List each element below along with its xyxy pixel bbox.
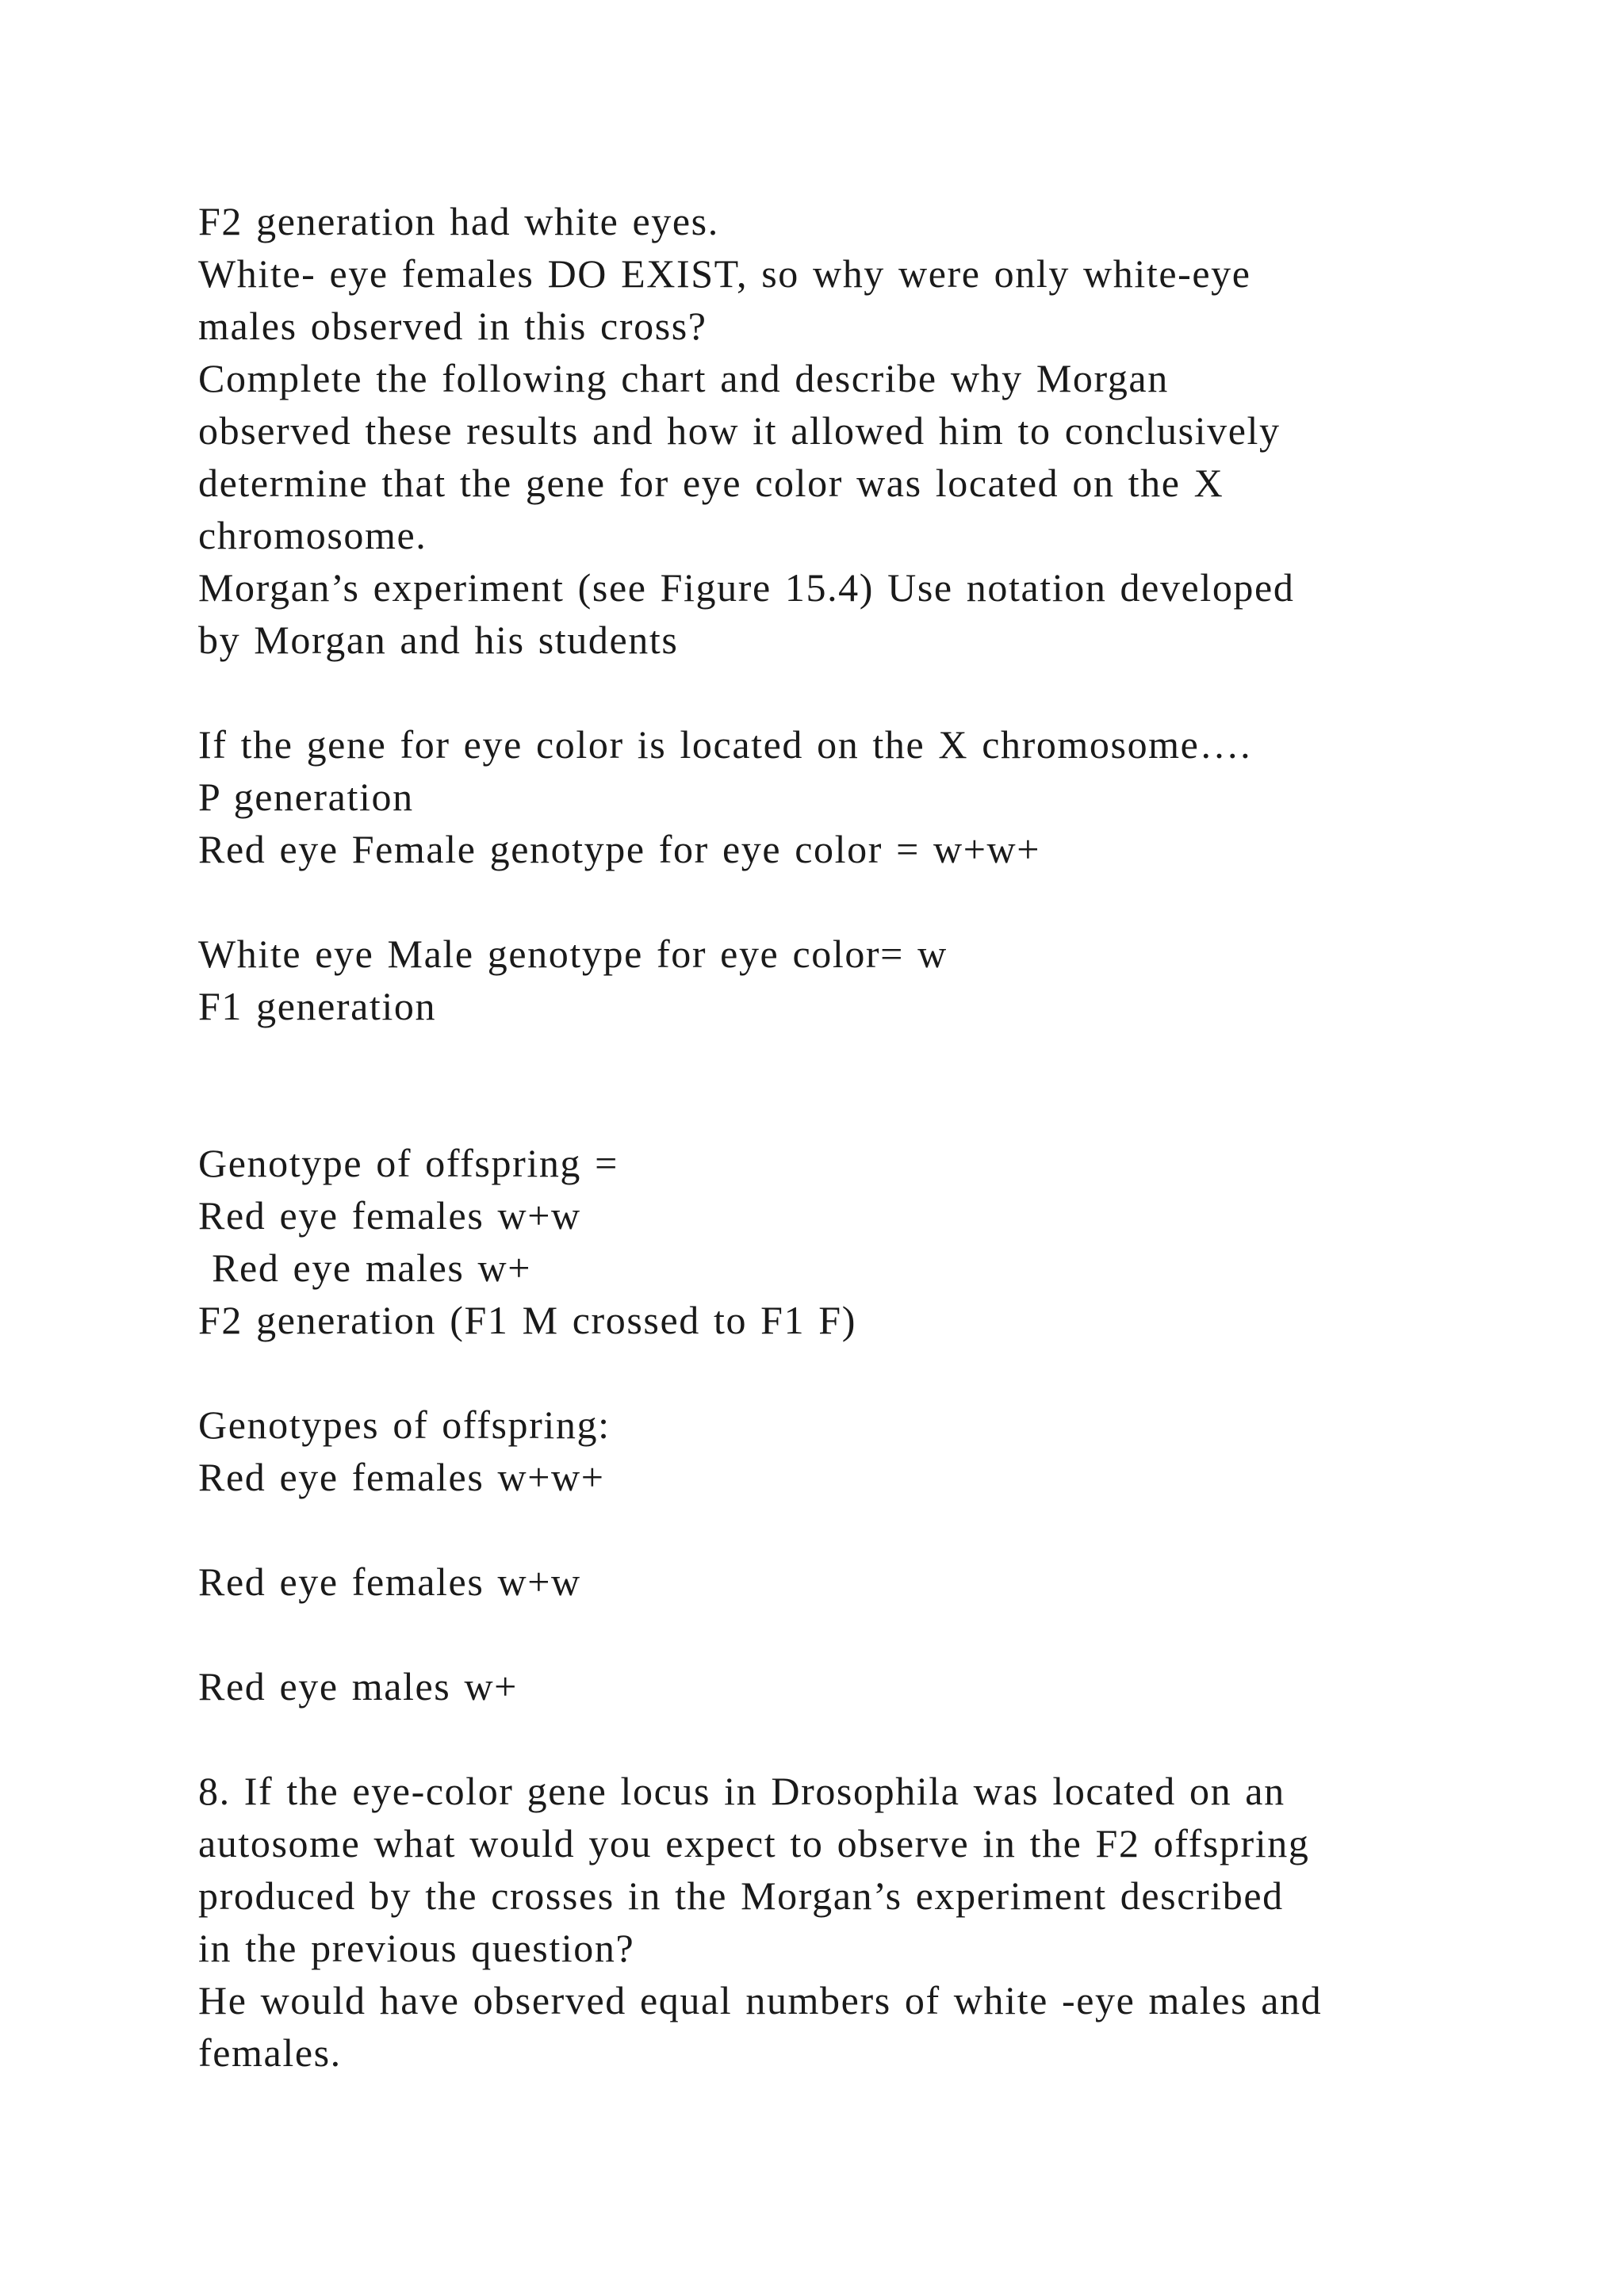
- text-line: If the gene for eye color is located on the X chromosome….: [198, 722, 1252, 767]
- text-line: Red eye males w+: [198, 1246, 532, 1290]
- text-line: F2 generation (F1 M crossed to F1 F): [198, 1298, 856, 1342]
- text-line: P generation: [198, 775, 414, 819]
- document-text: [198, 195, 1546, 2079]
- text-line: Genotypes of offspring:: [198, 1402, 611, 1447]
- blank-line: [198, 1346, 1546, 1399]
- text-line: Red eye females w+w: [198, 1193, 581, 1238]
- text-line: Red eye females w+w+: [198, 1455, 605, 1499]
- text-line: chromosome.: [198, 513, 427, 557]
- text-line: Genotype of offspring =: [198, 1141, 619, 1185]
- blank-line: [198, 1032, 1546, 1085]
- blank-line: [198, 875, 1546, 928]
- text-line: White- eye females DO EXIST, so why were only white-eye: [198, 251, 1251, 296]
- text-line: F2 generation had white eyes.: [198, 199, 719, 243]
- text-line: in the previous question?: [198, 1926, 635, 1970]
- blank-line: [198, 1712, 1546, 1765]
- text-line: Red eye males w+: [198, 1664, 518, 1709]
- blank-line: [198, 1503, 1546, 1556]
- text-line: 8. If the eye-color gene locus in Drosophila was located on an: [198, 1769, 1285, 1813]
- text-line: by Morgan and his students: [198, 618, 679, 662]
- text-line: Red eye females w+w: [198, 1559, 581, 1604]
- text-line: He would have observed equal numbers of white -eye males and: [198, 1978, 1323, 2022]
- blank-line: [198, 1085, 1546, 1137]
- text-line: Morgan’s experiment (see Figure 15.4) Use notation developed: [198, 565, 1295, 610]
- text-line: Complete the following chart and describe why Morgan: [198, 356, 1169, 400]
- text-line: determine that the gene for eye color was located on the X: [198, 461, 1224, 505]
- text-line: females.: [198, 2030, 342, 2075]
- text-line: autosome what would you expect to observe in the F2 offspring: [198, 1821, 1310, 1866]
- text-line: males observed in this cross?: [198, 304, 707, 348]
- blank-line: [198, 666, 1546, 718]
- text-line: White eye Male genotype for eye color= w: [198, 932, 948, 976]
- blank-line: [198, 1608, 1546, 1660]
- text-line: Red eye Female genotype for eye color = w+w+: [198, 827, 1041, 871]
- text-line: produced by the crosses in the Morgan’s experiment described: [198, 1873, 1284, 1918]
- text-line: F1 generation: [198, 984, 437, 1028]
- text-line: observed these results and how it allowed him to conclusively: [198, 408, 1281, 453]
